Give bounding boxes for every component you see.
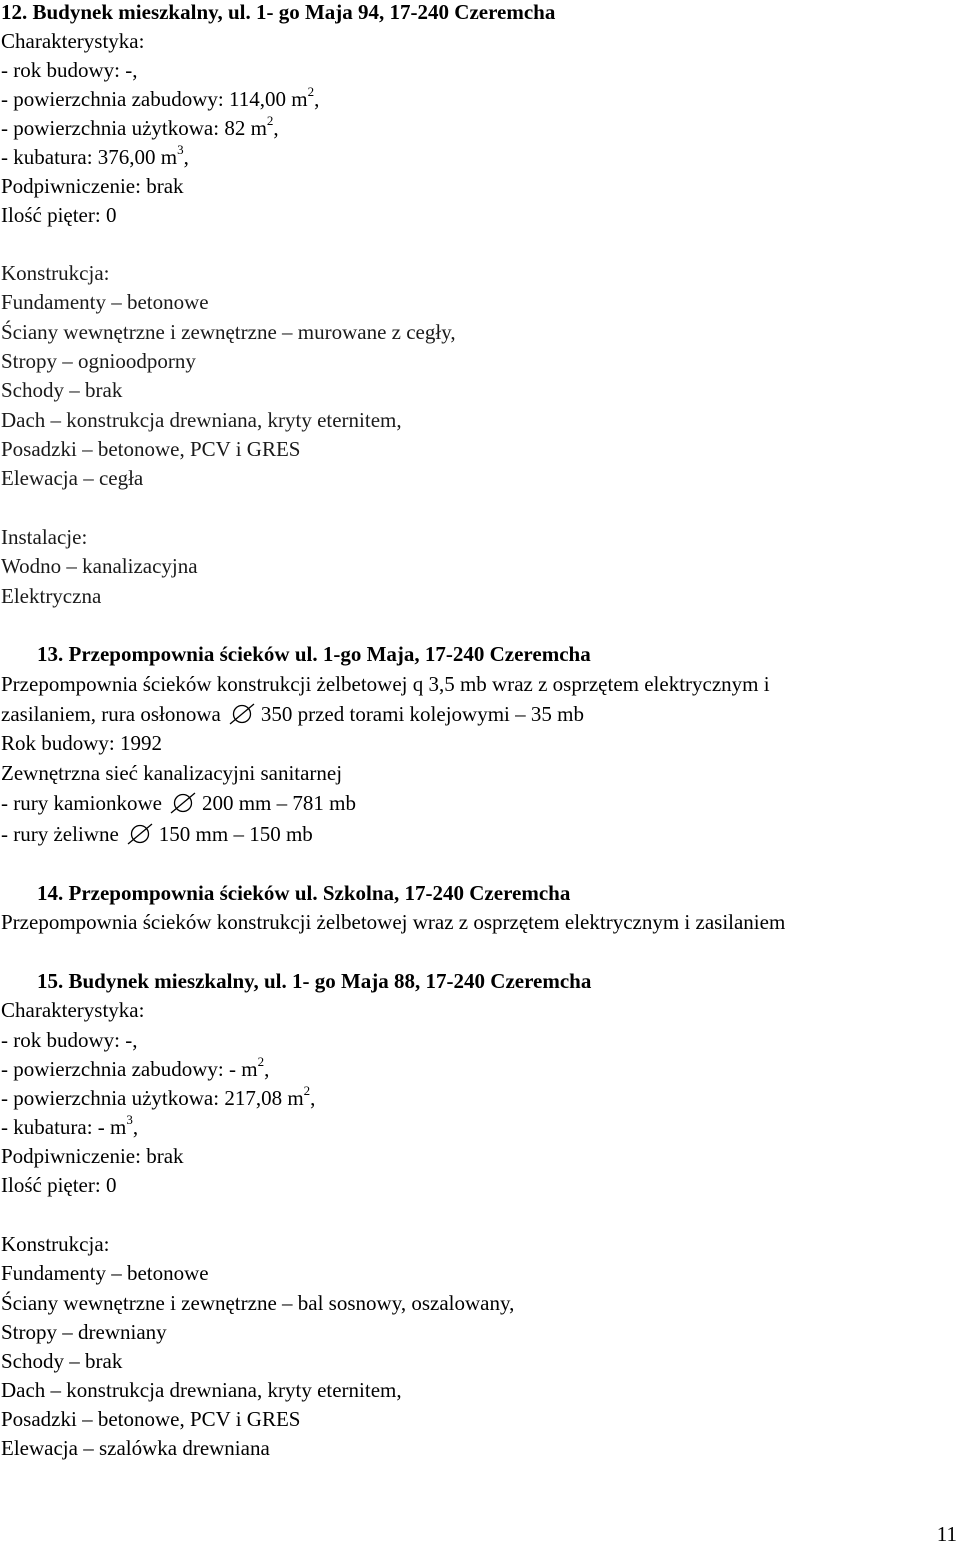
s15-pow-zabudowy: - powierzchnia zabudowy: - $m^2$,	[1, 1054, 270, 1081]
s12-char-label: Charakterystyka:	[1, 29, 145, 53]
s12-ilosc-pieter: Ilość pięter: 0	[1, 203, 117, 227]
s13-line1: Przepompownia ścieków konstrukcji żelbetowej q 3,5 mb wraz z osprzętem elektrycznym i	[1, 672, 770, 696]
s15-konstr-item: Elewacja – szalówka drewniana	[1, 1436, 270, 1460]
s15-ilosc-pieter: Ilość pięter: 0	[1, 1173, 117, 1197]
s13-rury-zeliwne: - rury żeliwne 150 mm – 150 mb	[1, 822, 313, 846]
s12-konstr-item: Fundamenty – betonowe	[1, 290, 209, 314]
s12-instal-item: Wodno – kanalizacyjna	[1, 554, 198, 578]
s15-rok-budowy: - rok budowy: -,	[1, 1028, 138, 1052]
section-15-heading: 15. Budynek mieszkalny, ul. 1- go Maja 88, 17-240 Czeremcha	[37, 969, 592, 993]
s12-instalacje-label: Instalacje:	[1, 525, 88, 549]
s15-pow-uzytkowa: - powierzchnia użytkowa: 217,08 $m^2$,	[1, 1083, 316, 1110]
diameter-symbol-icon	[125, 823, 155, 845]
s12-konstrukcja-label: Konstrukcja:	[1, 261, 110, 285]
diameter-symbol-icon	[168, 792, 198, 814]
s15-konstr-item: Posadzki – betonowe, PCV i GRES	[1, 1407, 301, 1431]
s12-konstr-item: Ściany wewnętrzne i zewnętrzne – murowane z cegły,	[1, 320, 456, 344]
s12-kubatura: - kubatura: 376,00 $m^3$,	[1, 142, 189, 169]
s15-char-label: Charakterystyka:	[1, 998, 145, 1022]
s12-pow-uzytkowa: - powierzchnia użytkowa: 82 $m^2$,	[1, 113, 279, 140]
section-12-heading: 12. Budynek mieszkalny, ul. 1- go Maja 94, 17-240 Czeremcha	[1, 0, 556, 24]
s15-kubatura: - kubatura: - $m^3$,	[1, 1112, 139, 1139]
section-13-heading: 13. Przepompownia ścieków ul. 1-go Maja, 17-240 Czeremcha	[37, 642, 591, 666]
s13-siec: Zewnętrzna sieć kanalizacyjni sanitarnej	[1, 761, 343, 785]
s14-line1: Przepompownia ścieków konstrukcji żelbetowej wraz z osprzętem elektrycznym i zasilaniem	[1, 910, 786, 934]
s12-konstr-item: Stropy – ognioodporny	[1, 349, 196, 373]
s15-konstr-item: Ściany wewnętrzne i zewnętrzne – bal sosnowy, oszalowany,	[1, 1291, 515, 1315]
s12-konstr-item: Posadzki – betonowe, PCV i GRES	[1, 437, 301, 461]
s12-instal-item: Elektryczna	[1, 584, 102, 608]
s15-konstr-item: Dach – konstrukcja drewniana, kryty eternitem,	[1, 1378, 402, 1402]
s15-konstr-item: Stropy – drewniany	[1, 1320, 167, 1344]
s15-konstrukcja-label: Konstrukcja:	[1, 1232, 110, 1256]
s12-pow-zabudowy: - powierzchnia zabudowy: 114,00 $m^2$,	[1, 84, 320, 111]
s15-konstr-item: Schody – brak	[1, 1349, 123, 1373]
s15-konstr-item: Fundamenty – betonowe	[1, 1261, 209, 1285]
diameter-symbol-icon	[227, 703, 257, 725]
s12-konstr-item: Dach – konstrukcja drewniana, kryty eternitem,	[1, 408, 402, 432]
s12-rok-budowy: - rok budowy: -,	[1, 58, 138, 82]
s15-podpiwniczenie: Podpiwniczenie: brak	[1, 1144, 184, 1168]
s13-line2: zasilaniem, rura osłonowa 350 przed torami kolejowymi – 35 mb	[1, 702, 584, 726]
s12-konstr-item: Elewacja – cegła	[1, 466, 144, 490]
section-14-heading: 14. Przepompownia ścieków ul. Szkolna, 17-240 Czeremcha	[37, 881, 571, 905]
s12-podpiwniczenie: Podpiwniczenie: brak	[1, 174, 184, 198]
page-number: 11	[936, 1522, 957, 1546]
s13-rok-budowy: Rok budowy: 1992	[1, 731, 163, 755]
s13-rury-kamionkowe: - rury kamionkowe 200 mm – 781 mb	[1, 791, 356, 815]
s12-konstr-item: Schody – brak	[1, 378, 123, 402]
